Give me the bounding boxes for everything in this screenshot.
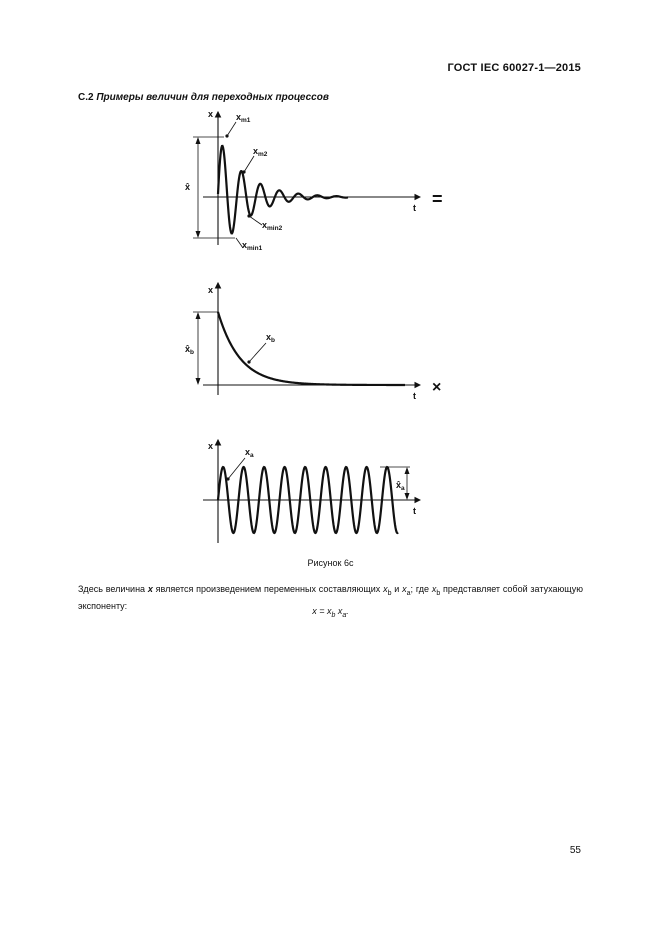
- label-max2: $x_{m2}$: [253, 146, 268, 158]
- panel3-y-label: x: [208, 441, 214, 451]
- leader-min2: [249, 216, 262, 225]
- para-text-1: Здесь величина: [78, 584, 148, 594]
- label-max1: $x_{m1}$: [236, 112, 251, 124]
- formula-a-sub: a: [342, 611, 347, 619]
- leader-xb: [249, 343, 266, 362]
- para-var-xa: x: [402, 584, 407, 594]
- panel3-t-label: t: [413, 506, 416, 516]
- section-number: С.2: [78, 92, 94, 103]
- label-xb: $x_b$: [266, 332, 275, 344]
- para-var-xb: x: [383, 584, 388, 594]
- multiply-operator: ×: [432, 379, 442, 396]
- panel1-y-label: x: [208, 109, 214, 119]
- label-min1: $x_{min1}$: [242, 240, 263, 252]
- formula-mid: x: [335, 606, 343, 616]
- panel-damped-oscillation: [185, 109, 443, 252]
- formula-end: .: [346, 606, 349, 616]
- para-text-4: ; где: [410, 584, 432, 594]
- para-var-xb-sub: b: [387, 589, 392, 597]
- exponential-curve: [218, 312, 405, 385]
- para-text-5: представляет собой затухающую экспоненту:: [78, 584, 584, 611]
- panel-sustained-oscillation: [203, 440, 420, 543]
- standard-number: ГОСТ IEC 60027-1—2015: [447, 62, 581, 74]
- label-xa: $x_a$: [245, 447, 254, 459]
- para-text-2: является произведением переменных составляющих: [152, 584, 384, 594]
- leader-max1: [227, 122, 236, 136]
- panel3-amplitude-label: $x̂_a$: [396, 480, 405, 492]
- para-var-x: x: [147, 584, 153, 594]
- panel2-amplitude-label: $x̂_b$: [185, 344, 194, 356]
- formula: [0, 606, 661, 619]
- panel1-arrow-bottom: [196, 231, 201, 238]
- para-var-xb2-sub: b: [436, 589, 441, 597]
- formula-lhs: x = x: [312, 606, 332, 616]
- damped-oscillation-curve: [218, 146, 348, 233]
- panel1-arrow-top: [196, 137, 201, 144]
- panel-exponential-decay: [185, 283, 441, 401]
- panel1-amplitude-label: x̂: [185, 182, 191, 192]
- panel1-t-label: t: [413, 203, 416, 213]
- para-text-3: и: [391, 584, 403, 594]
- equals-operator: =: [432, 189, 443, 209]
- figure-caption: Рисунок 6с: [307, 558, 354, 568]
- para-var-xa-sub: a: [406, 589, 411, 597]
- page-number: 55: [569, 845, 581, 856]
- formula-b-sub: b: [331, 611, 336, 619]
- para-var-xb2: x: [431, 584, 437, 594]
- label-min2: $x_{min2}$: [262, 220, 283, 232]
- panel2-t-label: t: [413, 391, 416, 401]
- leader-max2: [244, 156, 254, 172]
- section-title-text: Примеры величин для переходных процессов: [96, 92, 329, 103]
- panel2-y-label: x: [208, 285, 214, 295]
